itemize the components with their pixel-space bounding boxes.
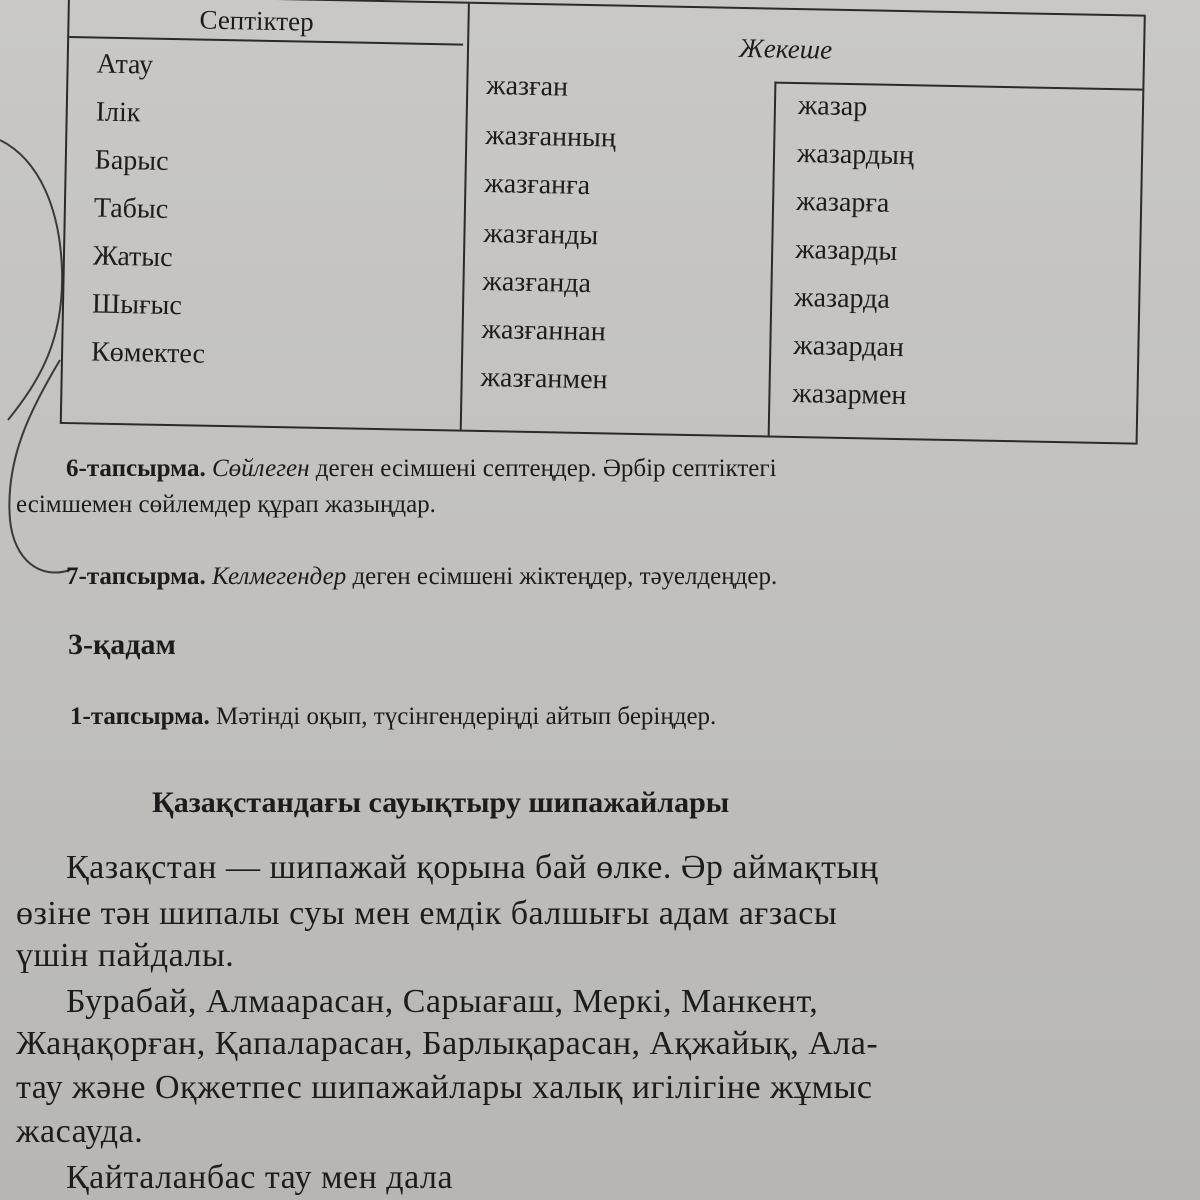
task-1: [70, 700, 1170, 734]
declension-table: [60, 0, 1146, 445]
reading-line: тау және Оқжетпес шипажайлары халық игілігіне жұмыс: [16, 1069, 873, 1106]
task-6-continued: есімшемен сөйлемдер құрап жазыңдар.: [16, 491, 436, 518]
table-divider: [774, 82, 1142, 91]
table-cell: жазғанмен: [480, 361, 608, 396]
table-header-singular: Жекеше: [738, 32, 833, 65]
case-label: Ілік: [95, 96, 141, 129]
table-cell: жазардың: [796, 138, 915, 172]
task-word: Сөйлеген: [211, 455, 310, 482]
table-divider: [768, 82, 777, 436]
task-label: 1-тапсырма.: [70, 703, 210, 730]
table-cell: жазғанды: [483, 218, 599, 252]
task-text: деген есімшені септеңдер. Әрбір септіктегі: [315, 455, 777, 482]
task-word: Келмегендер: [211, 563, 347, 590]
table-cell: жазарды: [794, 234, 898, 267]
table-divider: [460, 4, 470, 430]
task-text: Мәтінді оқып, түсінгендеріңді айтып беріңдер.: [215, 703, 717, 730]
table-cell: жазғанның: [485, 120, 617, 154]
table-divider: [69, 36, 463, 46]
reading-line: өзіне тән шипалы суы мен емдік балшығы адам ағзасы: [16, 895, 838, 932]
table-cell: жазармен: [792, 377, 907, 412]
reading-line: үшін пайдалы.: [16, 937, 235, 974]
task-label: 6-тапсырма.: [66, 455, 206, 482]
reading-title: Қазақстандағы сауықтыру шипажайлары: [152, 786, 730, 819]
reading-line: Бурабай, Алмаарасан, Сарыағаш, Меркі, Манкент,: [66, 983, 819, 1020]
table-cell: жазғаннан: [481, 314, 607, 348]
reading-line: Қайталанбас тау мен дала: [66, 1159, 454, 1196]
step-heading: 3-қадам: [68, 628, 176, 661]
task-6: [66, 452, 1176, 486]
task-7: [66, 560, 1176, 594]
table-cell: жазғанда: [482, 266, 592, 300]
reading-line: жасауда.: [16, 1113, 144, 1150]
case-label: Барыс: [94, 144, 169, 177]
table-cell: жазар: [797, 90, 868, 123]
table-cell: жазған: [486, 70, 569, 103]
table-cell: жазғанға: [484, 168, 591, 202]
case-label: Атау: [96, 48, 154, 81]
reading-line: Жаңақорған, Қапаларасан, Барлықарасан, Ақжайық, Ала-: [16, 1025, 879, 1062]
task-text: деген есімшені жіктеңдер, тәуелдеңдер.: [352, 563, 778, 590]
reading-line: Қазақстан — шипажай қорына бай өлке. Әр аймақтың: [66, 849, 879, 886]
case-label: Көмектес: [90, 336, 206, 370]
table-cell: жазарға: [795, 186, 890, 219]
task-label: 7-тапсырма.: [66, 563, 206, 590]
case-label: Шығыс: [91, 288, 183, 322]
case-label: Жатыс: [92, 240, 173, 274]
table-cell: жазарда: [794, 282, 891, 315]
case-label: Табыс: [93, 192, 169, 225]
table-cell: жазардан: [793, 329, 905, 364]
table-header-cases: Септіктер: [199, 4, 314, 37]
